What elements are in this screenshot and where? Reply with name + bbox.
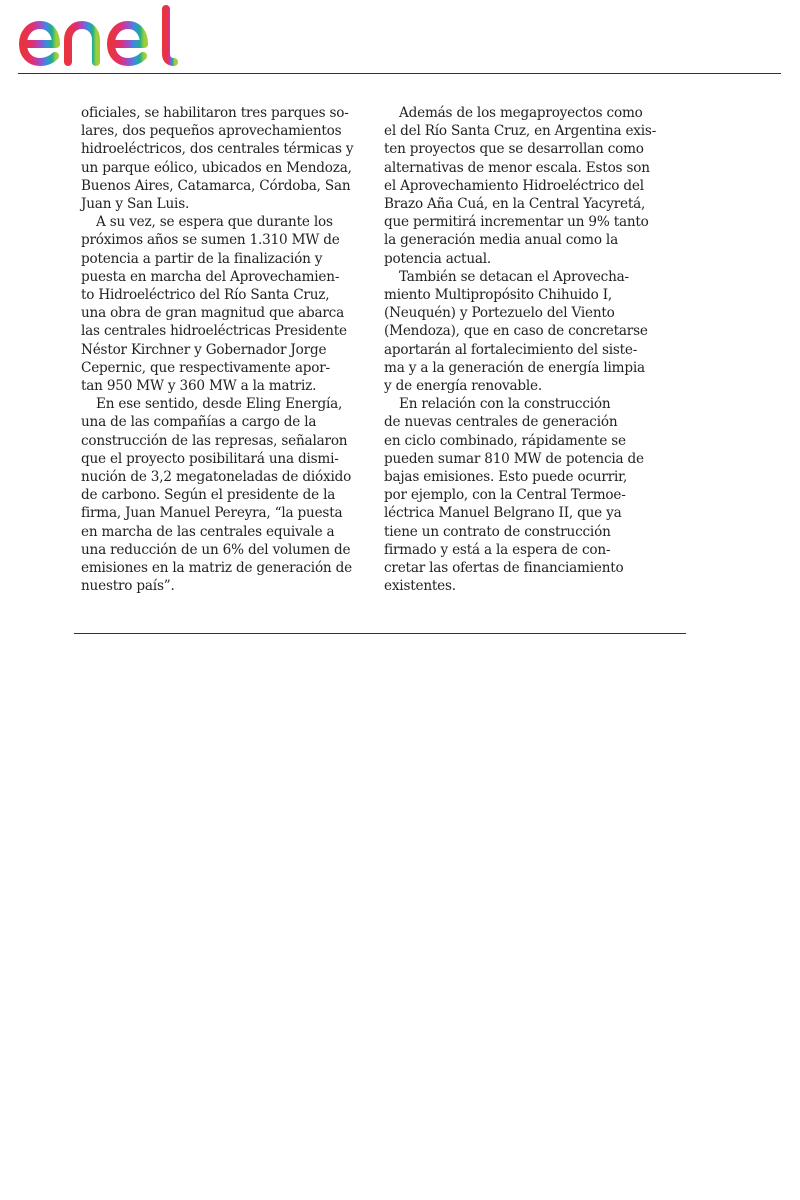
text-line: de nuevas centrales de generación (384, 414, 618, 431)
text-line: existentes. (384, 578, 456, 595)
text-line: miento Multipropósito Chihuido I, (384, 287, 613, 304)
header-divider (18, 73, 781, 74)
text-line: (Mendoza), que en caso de concretarse (384, 323, 648, 340)
text-line: oficiales, se habilitaron tres parques so- (81, 105, 349, 121)
text-line: las centrales hidroeléctricas Presidente (81, 323, 347, 340)
enel-logo (16, 4, 181, 68)
text-line: aportarán al fortalecimiento del siste- (384, 341, 638, 358)
text-line: que el proyecto posibilitará una dismi- (81, 450, 339, 467)
text-line: el Aprovechamiento Hidroeléctrico del (384, 177, 644, 194)
text-line: próximos años se sumen 1.310 MW de (81, 232, 340, 249)
text-line: cretar las ofertas de financiamiento (384, 560, 624, 577)
text-line: hidroeléctricos, dos centrales térmicas y (81, 141, 354, 158)
text-line: alternativas de menor escala. Estos son (384, 159, 650, 176)
paragraph (384, 104, 674, 268)
text-line: en ciclo combinado, rápidamente se (384, 432, 626, 449)
text-line: construcción de las represas, señalaron (81, 432, 348, 449)
text-line: emisiones en la matriz de generación de (81, 560, 352, 577)
text-line: Brazo Aña Cuá, en la Central Yacyretá, (384, 196, 646, 213)
text-line: Juan y San Luis. (81, 196, 190, 213)
paragraph (81, 104, 367, 213)
text-line: Néstor Kirchner y Gobernador Jorge (81, 341, 327, 358)
text-line: firmado y está a la espera de con- (384, 541, 611, 558)
text-line: por ejemplo, con la Central Termoe- (384, 487, 626, 504)
article-end-divider (74, 633, 686, 634)
text-line: ma y a la generación de energía limpia (384, 359, 645, 376)
text-line: nución de 3,2 megatoneladas de dióxido (81, 469, 352, 486)
text-line: to Hidroeléctrico del Río Santa Cruz, (81, 287, 330, 304)
text-line: En ese sentido, desde Eling Energía, (96, 396, 343, 413)
article-column-left (81, 104, 367, 595)
text-line: pueden sumar 810 MW de potencia de (384, 450, 644, 467)
text-line: firma, Juan Manuel Pereyra, “la puesta (81, 505, 343, 522)
text-line: (Neuquén) y Portezuelo del Viento (384, 305, 615, 322)
text-line: una reducción de un 6% del volumen de (81, 541, 351, 558)
article-column-right (384, 104, 674, 595)
paragraph (384, 268, 674, 395)
text-line: ten proyectos que se desarrollan como (384, 141, 644, 158)
text-line: léctrica Manuel Belgrano II, que ya (384, 505, 622, 522)
text-line: Cepernic, que respectivamente apor- (81, 359, 330, 376)
paragraph (81, 213, 367, 395)
text-line: A su vez, se espera que durante los (96, 214, 333, 231)
text-line: Además de los megaproyectos como (399, 105, 643, 121)
text-line: puesta en marcha del Aprovechamien- (81, 268, 340, 285)
text-line: en marcha de las centrales equivale a (81, 523, 335, 540)
paragraph (384, 395, 674, 595)
text-line: En relación con la construcción (399, 396, 611, 413)
text-line: potencia a partir de la finalización y (81, 250, 323, 267)
text-line: la generación media anual como la (384, 232, 618, 249)
text-line: lares, dos pequeños aprovechamientos (81, 123, 342, 140)
text-line: una de las compañías a cargo de la (81, 414, 317, 431)
text-line: bajas emisiones. Esto puede ocurrir, (384, 469, 628, 486)
text-line: el del Río Santa Cruz, en Argentina exis- (384, 123, 657, 140)
text-line: nuestro país”. (81, 578, 175, 595)
text-line: Buenos Aires, Catamarca, Córdoba, San (81, 177, 351, 194)
text-line: También se detacan el Aprovecha- (399, 268, 629, 285)
text-line: de carbono. Según el presidente de la (81, 487, 336, 504)
text-line: un parque eólico, ubicados en Mendoza, (81, 159, 352, 176)
text-line: que permitirá incrementar un 9% tanto (384, 214, 649, 231)
paragraph (81, 395, 367, 595)
text-line: y de energía renovable. (384, 378, 542, 395)
text-line: una obra de gran magnitud que abarca (81, 305, 344, 322)
text-line: tan 950 MW y 360 MW a la matriz. (81, 378, 317, 395)
text-line: potencia actual. (384, 250, 492, 267)
text-line: tiene un contrato de construcción (384, 523, 611, 540)
